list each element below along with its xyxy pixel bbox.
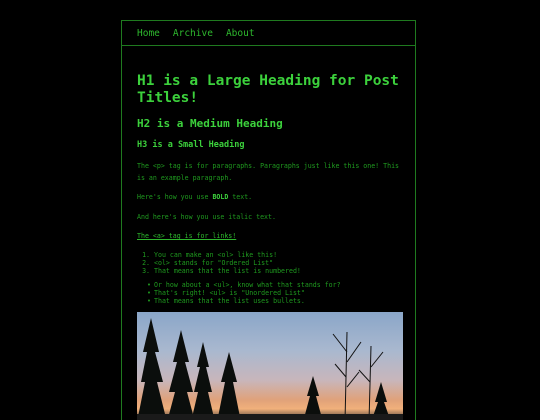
example-paragraph: The <p> tag is for paragraphs. Paragraphs just like this one! This is an example paragraph. — [137, 161, 400, 184]
tree-silhouette-image — [137, 312, 403, 420]
list-item: • Or how about a <ul>, know what that stands for? — [147, 281, 400, 289]
unordered-list — [137, 281, 400, 305]
heading-h3: H3 is a Small Heading — [137, 140, 400, 151]
page-container — [121, 20, 416, 420]
post-title-h1: H1 is a Large Heading for Post Titles! — [137, 73, 400, 107]
list-item: 2. <ol> stands for "Ordered List" — [154, 259, 400, 267]
top-nav — [122, 21, 415, 46]
nav-archive-link[interactable]: Archive — [173, 28, 213, 39]
list-item: 1. You can make an <ol> like this! — [154, 251, 400, 259]
bold-prefix: Here's how you use — [137, 193, 212, 201]
nav-about-link[interactable]: About — [226, 28, 255, 39]
list-item: • That means that the list uses bullets. — [147, 297, 400, 305]
post-photo — [137, 312, 403, 420]
list-item: 3. That means that the list is numbered! — [154, 267, 400, 275]
ordered-list — [137, 251, 400, 275]
bold-suffix: text. — [228, 193, 252, 201]
bare-trees — [333, 332, 383, 420]
list-item: • That's right! <ul> is "Unordered List" — [147, 289, 400, 297]
bold-word: BOLD — [212, 193, 228, 201]
link-paragraph — [137, 231, 400, 243]
heading-h2: H2 is a Medium Heading — [137, 117, 400, 131]
post-content — [122, 46, 415, 420]
bold-paragraph — [137, 192, 400, 204]
example-link[interactable]: The <a> tag is for links! — [137, 232, 236, 240]
italic-paragraph: And here's how you use italic text. — [137, 212, 400, 224]
nav-home-link[interactable]: Home — [137, 28, 160, 39]
